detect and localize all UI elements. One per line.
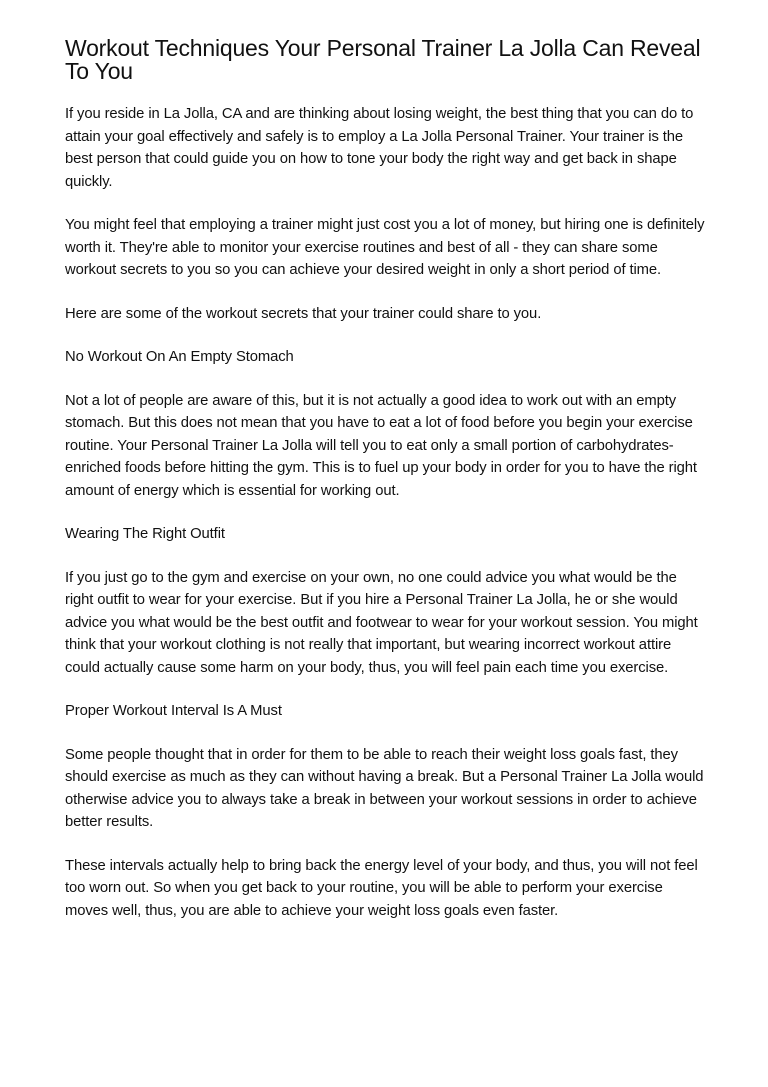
paragraph: Here are some of the workout secrets that your trainer could share to you.: [65, 305, 542, 322]
section-heading: Proper Workout Interval Is A Must: [65, 703, 282, 719]
paragraph: Not a lot of people are aware of this, but it is not actually a good idea to work out with an empty stomach. But this does not mean that you have to eat a lot of food before you begin your exercise routine. Your Personal Trainer La Jolla will tell you to eat only a small portion of carbohydrates-enriched foods before hitting the gym. This is to fuel up your body in order for you to have the right amount of energy which is essential for working out.: [65, 392, 697, 499]
paragraph: If you reside in La Jolla, CA and are thinking about losing weight, the best thing that you can do to attain your goal effectively and safely is to employ a La Jolla Personal Trainer. Your trainer is the best person that could guide you on how to tone your body the right way and get back in shape quickly.: [65, 106, 694, 190]
paragraph: If you just go to the gym and exercise on your own, no one could advice you what would be the right outfit to wear for your exercise. But if you hire a Personal Trainer La Jolla, he or she would advice you what would be the best outfit and footwear to wear for your workout session. You might think that your workout clothing is not really that important, but wearing incorrect workout attire could actually cause some harm on your body, thus, you will feel pain each time you exercise.: [65, 569, 698, 676]
document-title: Workout Techniques Your Personal Trainer La Jolla Can Reveal To You: [65, 35, 701, 84]
document-body: [65, 103, 705, 922]
paragraph: You might feel that employing a trainer might just cost you a lot of money, but hiring one is definitely worth it. They're able to monitor your exercise routines and best of all - they can share some workout secrets to you so you can achieve your desired weight in only a short period of time.: [65, 217, 705, 278]
section-heading: No Workout On An Empty Stomach: [65, 349, 294, 365]
section-heading: Wearing The Right Outfit: [65, 526, 225, 542]
paragraph: These intervals actually help to bring back the energy level of your body, and thus, you will not feel too worn out. So when you get back to your routine, you will be able to perform your exercise moves well, thus, you are able to achieve your weight loss goals even faster.: [65, 857, 698, 919]
paragraph: Some people thought that in order for them to be able to reach their weight loss goals fast, they should exercise as much as they can without having a break. But a Personal Trainer La Jolla would otherwise advice you to always take a break in between your workout sessions in order to achieve better results.: [65, 746, 704, 830]
document-page: [65, 37, 705, 943]
